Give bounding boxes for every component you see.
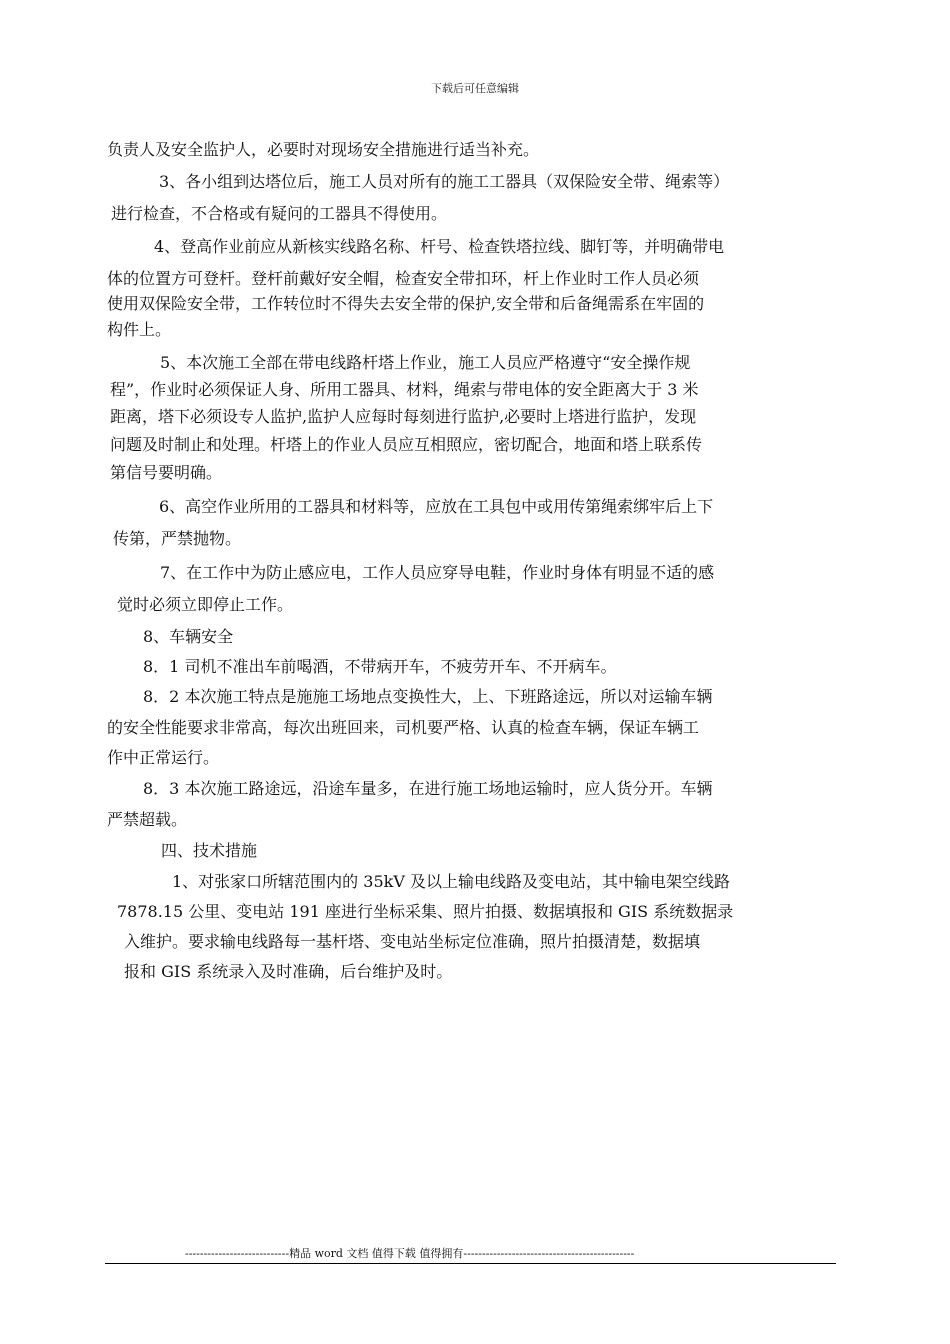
paragraph-line: 程”，作业时必须保证人身、所用工器具、材料，绳索与带电体的安全距离大于 3 米 — [110, 380, 699, 399]
paragraph-line: 进行检查，不合格或有疑问的工器具不得使用。 — [111, 204, 448, 223]
paragraph-line: 的安全性能要求非常高，每次出班回来，司机要严格、认真的检查车辆，保证车辆工 — [107, 718, 700, 737]
paragraph-line: 体的位置方可登杆。登杆前戴好安全帽，检查安全带扣环，杆上作业时工作人员必须 — [107, 269, 700, 288]
paragraph-line: 5、本次施工全部在带电线路杆塔上作业，施工人员应严格遵守“安全操作规 — [160, 353, 691, 372]
paragraph-line: 距离，塔下必须设专人监护,监护人应每时每刻进行监护,必要时上塔进行监护，发现 — [110, 407, 697, 426]
paragraph-line: 3、各小组到达塔位后，施工人员对所有的施工工器具（双保险安全带、绳索等） — [159, 172, 730, 191]
paragraph-line: 4、登高作业前应从新核实线路名称、杆号、检查铁塔拉线、脚钉等，并明确带电 — [154, 237, 725, 256]
paragraph-line: 构件上。 — [107, 320, 172, 339]
paragraph-line: 8．1 司机不准出车前喝酒，不带病开车，不疲劳开车、不开病车。 — [143, 657, 617, 676]
paragraph-line: 使用双保险安全带，工作转位时不得失去安全带的保护,安全带和后备绳需系在牢固的 — [107, 294, 705, 313]
page-footer: ----------------------------精品 word 文档 值得下载 值得拥有---------------------------------------------- — [185, 1247, 635, 1260]
paragraph-line: 觉时必须立即停止工作。 — [117, 595, 294, 614]
paragraph-line: 第信号要明确。 — [110, 463, 223, 482]
paragraph-line: 8、车辆安全 — [143, 627, 234, 646]
paragraph-line: 入维护。要求输电线路每一基杆塔、变电站坐标定位准确，照片拍摄清楚，数据填 — [124, 932, 701, 951]
paragraph-line: 1、对张家口所辖范围内的 35kV 及以上输电线路及变电站，其中输电架空线路 — [172, 872, 730, 891]
paragraph-line: 8．3 本次施工路途远，沿途车量多，在进行施工场地运输时，应人货分开。车辆 — [143, 779, 713, 798]
paragraph-line: 传第，严禁抛物。 — [113, 529, 242, 548]
paragraph-line: 6、高空作业所用的工器具和材料等，应放在工具包中或用传第绳索绑牢后上下 — [159, 497, 714, 516]
section-heading: 四、技术措施 — [161, 841, 258, 860]
paragraph-line: 7、在工作中为防止感应电，工作人员应穿导电鞋，作业时身体有明显不适的感 — [160, 563, 715, 582]
paragraph-line: 严禁超载。 — [107, 810, 188, 829]
paragraph-line: 7878.15 公里、变电站 191 座进行坐标采集、照片拍摄、数据填报和 GIS 系统数据录 — [117, 902, 734, 921]
footer-rule — [105, 1263, 836, 1264]
paragraph-line: 作中正常运行。 — [107, 748, 220, 767]
page-header: 下载后可任意编辑 — [431, 82, 519, 95]
paragraph-line: 报和 GIS 系统录入及时准确，后台维护及时。 — [124, 962, 453, 981]
paragraph-line: 负责人及安全监护人，必要时对现场安全措施进行适当补充。 — [107, 140, 540, 159]
paragraph-line: 问题及时制止和处理。杆塔上的作业人员应互相照应，密切配合，地面和塔上联系传 — [110, 435, 703, 454]
paragraph-line: 8．2 本次施工特点是施施工场地点变换性大，上、下班路途远，所以对运输车辆 — [143, 687, 713, 706]
